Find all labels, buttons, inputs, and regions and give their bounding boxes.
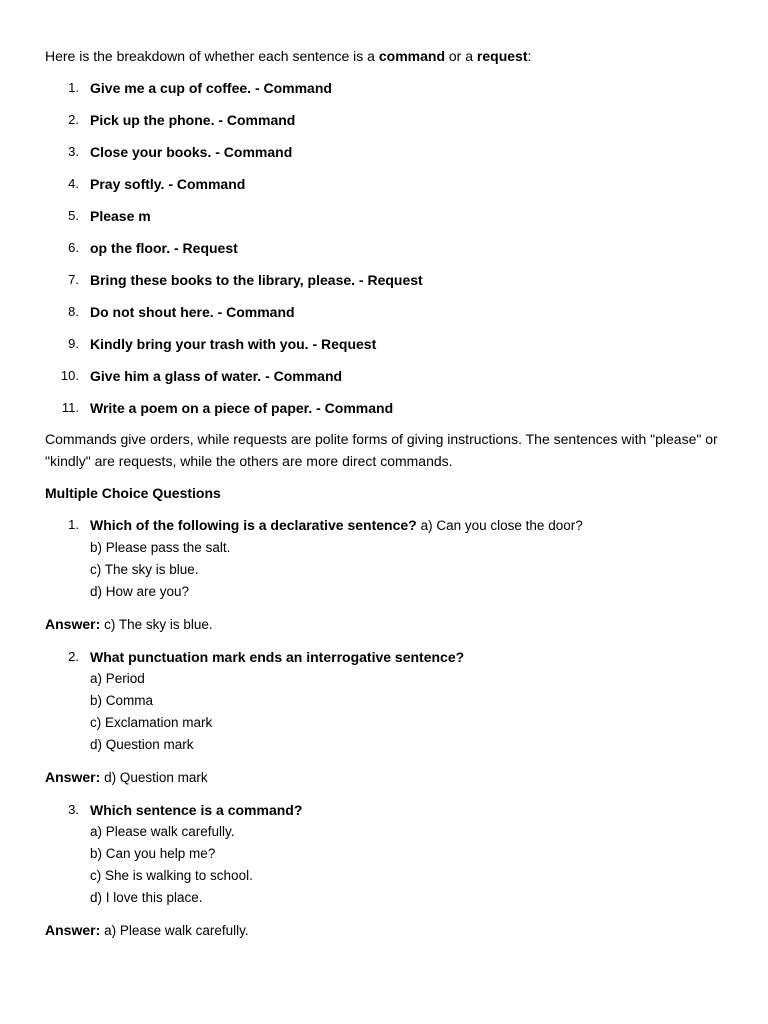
question-option: c) The sky is blue. bbox=[90, 562, 199, 577]
sentence-list bbox=[45, 77, 723, 419]
list-item-text: Do not shout here. - Command bbox=[90, 304, 295, 320]
list-item-text: Give him a glass of water. - Command bbox=[90, 368, 343, 384]
list-item-text: Give me a cup of coffee. - Command bbox=[90, 80, 332, 96]
list-item-text: Close your books. - Command bbox=[90, 144, 293, 160]
question-text: Which of the following is a declarative sentence? bbox=[90, 517, 417, 533]
summary-paragraph: Commands give orders, while requests are polite forms of giving instructions. The sentences with "please" or "kindly" are requests, while the others are more direct commands. bbox=[45, 431, 718, 469]
list-item bbox=[45, 77, 723, 99]
list-item bbox=[45, 365, 723, 387]
list-item-number: 6. bbox=[68, 240, 79, 255]
answer-line-3 bbox=[45, 919, 723, 942]
list-item bbox=[45, 301, 723, 323]
question-option: d) How are you? bbox=[90, 584, 190, 599]
question-text: What punctuation mark ends an interrogative sentence? bbox=[90, 649, 465, 665]
list-item-number: 11. bbox=[61, 400, 79, 415]
list-item-text: Write a poem on a piece of paper. - Command bbox=[90, 400, 394, 416]
list-item-text: op the floor. - Request bbox=[90, 240, 238, 256]
intro-term-request: request bbox=[476, 48, 528, 64]
question-option: a) Can you close the door? bbox=[420, 518, 583, 533]
question-option: c) She is walking to school. bbox=[90, 868, 253, 883]
list-item-number: 2. bbox=[68, 112, 79, 127]
list-item-number: 8. bbox=[68, 304, 79, 319]
list-item-text: Please m bbox=[90, 208, 151, 224]
answer-label: Answer: bbox=[45, 769, 101, 785]
list-item bbox=[45, 205, 723, 227]
question-option: d) Question mark bbox=[90, 737, 194, 752]
list-item-text: Pick up the phone. - Command bbox=[90, 112, 296, 128]
answer-value: a) Please walk carefully. bbox=[104, 923, 249, 938]
question-number: 3. bbox=[68, 802, 79, 817]
list-item-number: 9. bbox=[68, 336, 79, 351]
answer-label: Answer: bbox=[45, 922, 101, 938]
answer-value: d) Question mark bbox=[104, 770, 208, 785]
list-item-number: 7. bbox=[68, 272, 79, 287]
list-item bbox=[45, 333, 723, 355]
mcq-question-2 bbox=[45, 646, 723, 756]
list-item-number: 1. bbox=[68, 80, 79, 95]
intro-term-command: command bbox=[378, 48, 445, 64]
list-item bbox=[45, 397, 723, 419]
intro-paragraph bbox=[45, 45, 723, 67]
list-item-number: 4. bbox=[68, 176, 79, 191]
intro-suffix: : bbox=[527, 48, 532, 64]
answer-value: c) The sky is blue. bbox=[104, 617, 213, 632]
question-number: 2. bbox=[68, 649, 79, 664]
question-text: Which sentence is a command? bbox=[90, 802, 303, 818]
question-option: a) Period bbox=[90, 671, 145, 686]
answer-line-2 bbox=[45, 766, 723, 789]
answer-line-1 bbox=[45, 613, 723, 636]
mcq-question-1 bbox=[45, 514, 723, 603]
question-number: 1. bbox=[68, 517, 79, 532]
list-item-text: Kindly bring your trash with you. - Request bbox=[90, 336, 377, 352]
list-item bbox=[45, 173, 723, 195]
question-option: c) Exclamation mark bbox=[90, 715, 213, 730]
mcq-section-title: Multiple Choice Questions bbox=[45, 485, 221, 501]
list-item-text: Bring these books to the library, please. - Request bbox=[90, 272, 423, 288]
list-item-number: 10. bbox=[60, 368, 79, 383]
answer-label: Answer: bbox=[45, 616, 101, 632]
list-item bbox=[45, 141, 723, 163]
list-item bbox=[45, 109, 723, 131]
mcq-question-3 bbox=[45, 799, 723, 909]
question-option: b) Can you help me? bbox=[90, 846, 216, 861]
question-option: a) Please walk carefully. bbox=[90, 824, 235, 839]
question-option: d) I love this place. bbox=[90, 890, 203, 905]
intro-middle: or a bbox=[445, 48, 477, 64]
list-item-number: 3. bbox=[68, 144, 79, 159]
list-item bbox=[45, 269, 723, 291]
list-item-number: 5. bbox=[68, 208, 79, 223]
question-option: b) Comma bbox=[90, 693, 154, 708]
intro-prefix: Here is the breakdown of whether each sentence is a bbox=[45, 48, 379, 64]
question-option: b) Please pass the salt. bbox=[90, 540, 231, 555]
list-item bbox=[45, 237, 723, 259]
list-item-text: Pray softly. - Command bbox=[90, 176, 246, 192]
